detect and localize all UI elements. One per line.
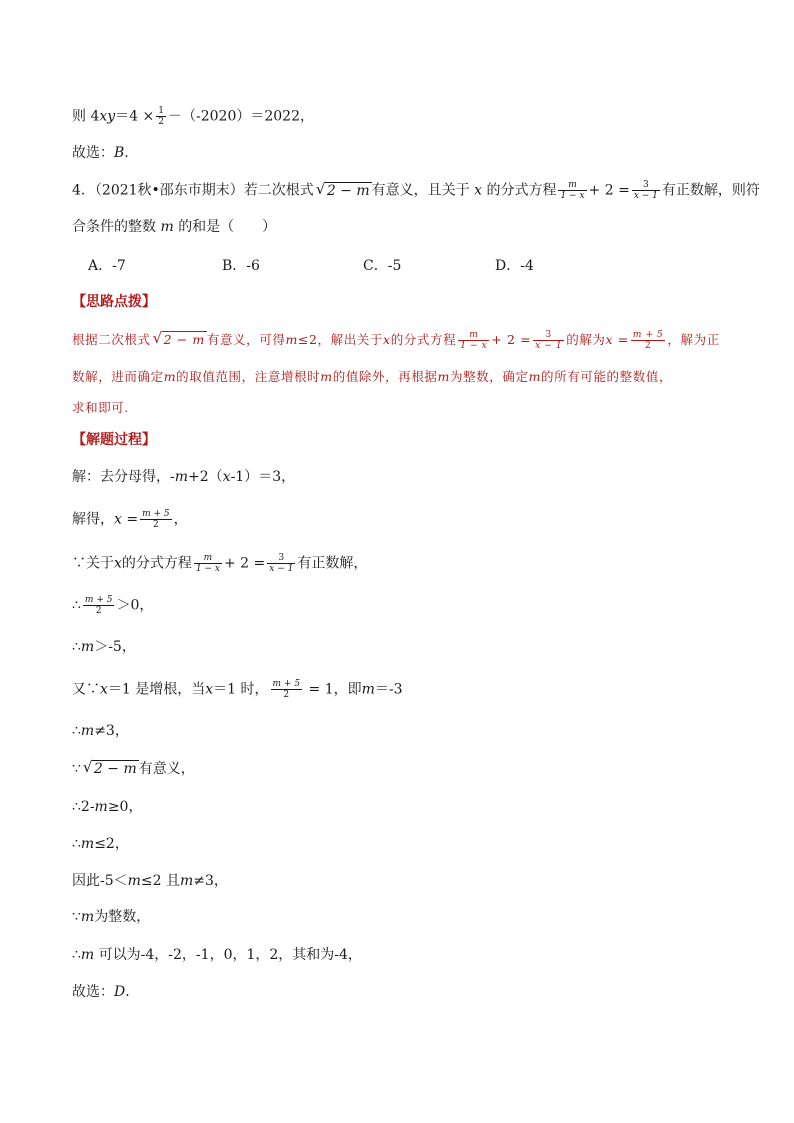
text: 的值除外，再根据 — [332, 369, 438, 384]
solution-step-7 — [72, 721, 734, 741]
radicand: 2 − m — [163, 332, 205, 347]
var: x — [114, 555, 122, 572]
text: 的和是（ ） — [178, 219, 277, 235]
denominator: 2 — [152, 520, 159, 530]
radicand: 2 − m — [326, 182, 370, 199]
text: . — [124, 145, 129, 161]
var: x — [205, 681, 214, 698]
text: 的分式方程 — [121, 555, 192, 572]
var: m — [80, 723, 95, 739]
option-c[interactable] — [363, 256, 401, 276]
sqrt-expression — [83, 759, 139, 779]
fraction — [271, 679, 303, 700]
denominator: 2 — [644, 341, 652, 351]
radical-sign: √ — [82, 758, 93, 776]
option-value: -7 — [112, 258, 126, 274]
option-label: C． — [363, 258, 388, 274]
solution-step-4 — [72, 595, 734, 616]
fraction — [267, 553, 295, 574]
denominator: x − 1 — [535, 341, 563, 351]
text: ≠3， — [94, 723, 129, 739]
text: ＝-3 — [374, 681, 403, 698]
numerator: m + 5 — [632, 330, 664, 340]
solution-answer — [72, 982, 734, 1002]
solution-step-5 — [72, 637, 734, 657]
sqrt-expression — [153, 330, 207, 350]
text: 有正数解，则符 — [661, 182, 760, 199]
text: ≥0， — [107, 799, 143, 815]
var: m — [174, 469, 189, 485]
option-d[interactable] — [495, 256, 534, 276]
solution-step-13 — [72, 945, 734, 965]
text: 的取值范围，注意增根时 — [176, 369, 321, 384]
var: x — [114, 511, 122, 528]
text: 因此-5＜ — [72, 873, 128, 889]
solution-step-10 — [72, 834, 734, 854]
prev-solution-line — [72, 106, 734, 127]
text: 则 4 — [72, 108, 100, 125]
fraction-half — [156, 106, 166, 127]
text: 的解为 — [566, 332, 606, 347]
var: x — [100, 681, 108, 698]
var: x — [383, 332, 391, 347]
question-4-line2 — [72, 217, 734, 237]
text: ∴2- — [72, 799, 95, 815]
text: 解：去分母得，- — [72, 469, 175, 485]
text: 的所有可能的整数值， — [541, 369, 673, 384]
text: ≤2， — [94, 836, 129, 852]
var: m — [94, 799, 108, 815]
var: x — [474, 182, 482, 199]
solution-step-6 — [72, 679, 734, 700]
text: ∵ — [72, 909, 81, 925]
hint-heading: 【思路点拨】 — [72, 294, 156, 310]
radical-sign: √ — [315, 179, 326, 198]
text: . — [125, 984, 130, 1000]
question-4-line1 — [72, 179, 760, 201]
text: ∵关于 — [72, 555, 114, 572]
text: = — [613, 332, 629, 347]
text: = 1，即 — [304, 681, 362, 698]
text: ∴ — [72, 597, 81, 614]
numerator: m + 5 — [272, 679, 301, 689]
solution-step-3 — [72, 553, 734, 574]
numerator: 1 — [158, 106, 164, 116]
fraction — [83, 595, 115, 616]
text: ∴ — [72, 947, 81, 963]
text: 根据二次根式 — [72, 332, 151, 347]
solution-step-1 — [72, 467, 734, 487]
numerator: m — [194, 553, 222, 564]
option-label: B． — [222, 258, 247, 274]
var: m — [80, 639, 95, 655]
solution-step-11 — [72, 871, 734, 891]
numerator: m — [458, 330, 489, 341]
option-b[interactable] — [222, 256, 260, 276]
text: 的分式方程 — [390, 332, 457, 347]
hint-line2 — [72, 367, 734, 387]
solution-step-8 — [72, 759, 734, 779]
text: ＞-5， — [94, 639, 136, 655]
question-number: 4． — [72, 182, 95, 199]
var: m — [361, 681, 375, 698]
text: 为整数，确定 — [449, 369, 529, 384]
fraction — [631, 330, 666, 351]
fraction — [533, 330, 564, 351]
var: m — [163, 369, 177, 384]
text: ∴ — [72, 639, 81, 655]
solution-step-9 — [72, 797, 734, 817]
fraction — [632, 180, 660, 201]
hint-line1 — [72, 330, 734, 351]
text: 有意义，且关于 — [371, 182, 470, 199]
option-value: -4 — [520, 258, 534, 274]
text: ＝1 是增根，当 — [107, 681, 206, 698]
denominator: x − 1 — [633, 191, 658, 201]
var: m — [180, 873, 194, 889]
text: ≤2，解出关于 — [297, 332, 384, 347]
text: ＞0， — [116, 597, 154, 614]
numerator: 3 — [533, 330, 564, 341]
var: m — [160, 219, 174, 235]
var: m — [127, 873, 141, 889]
text: －（-2020）＝2022， — [168, 108, 314, 125]
text: ∵ — [72, 761, 81, 777]
var: xy — [99, 108, 116, 125]
denominator: 1 − x — [560, 191, 585, 201]
fraction — [140, 509, 172, 530]
var: m — [80, 909, 95, 925]
text: -1）＝3， — [230, 469, 296, 485]
radical-sign: √ — [152, 329, 163, 347]
option-a[interactable] — [88, 256, 126, 276]
text: 数解，进而确定 — [72, 369, 164, 384]
text: 故选： — [72, 984, 114, 1000]
option-label: D． — [495, 258, 521, 274]
var: x — [222, 469, 231, 485]
var: m — [528, 369, 542, 384]
text: +2（ — [188, 469, 223, 485]
denominator: 2 — [95, 606, 102, 616]
sqrt-expression — [316, 181, 372, 201]
text: ≠3， — [193, 873, 228, 889]
text: ∴ — [72, 836, 81, 852]
numerator: 3 — [267, 553, 295, 564]
text: 有意义， — [138, 761, 195, 777]
text: ≤2 且 — [140, 873, 181, 889]
fraction — [458, 330, 489, 351]
fraction — [194, 553, 222, 574]
text: 解得， — [72, 511, 114, 528]
text: 的分式方程 — [486, 182, 557, 199]
solution-heading: 【解题过程】 — [72, 432, 156, 448]
text: 故选： — [72, 145, 114, 161]
text: 有意义，可得 — [206, 332, 286, 347]
option-value: -5 — [387, 258, 402, 274]
text: 合条件的整数 — [72, 219, 156, 235]
numerator: 3 — [632, 180, 660, 191]
var: m — [80, 836, 95, 852]
denominator: 2 — [158, 117, 164, 127]
var: m — [80, 947, 95, 963]
numerator: m — [558, 180, 586, 191]
text: 又∵ — [72, 681, 100, 698]
text: = — [121, 511, 139, 528]
text: ∴ — [72, 723, 81, 739]
numerator: m + 5 — [142, 509, 170, 519]
text: ， — [173, 511, 188, 528]
var: m — [320, 369, 333, 384]
option-label: A． — [88, 258, 113, 274]
numerator: m + 5 — [84, 595, 113, 605]
answer-letter: D — [114, 984, 126, 1000]
text: 为整数， — [94, 909, 151, 925]
radicand: 2 − m — [93, 761, 137, 777]
text: ＝1 时， — [213, 681, 269, 698]
solution-step-12 — [72, 907, 734, 927]
text: ，解为正 — [667, 332, 720, 347]
question-source: （2021秋•邵东市期末）若二次根式 — [94, 182, 314, 199]
fraction — [558, 180, 586, 201]
prev-answer-line — [72, 143, 734, 163]
text: ＝4 × — [115, 108, 155, 125]
var: x — [605, 332, 614, 347]
option-value: -6 — [246, 258, 260, 274]
text: + 2 = — [223, 555, 266, 572]
text: 可以为-4，-2，-1，0，1，2，其和为-4， — [94, 947, 362, 963]
text: + 2 = — [588, 182, 630, 199]
var: m — [285, 332, 298, 347]
answer-letter: B — [114, 145, 125, 161]
denominator: x − 1 — [269, 564, 294, 574]
denominator: 2 — [283, 690, 290, 700]
text: + 2 = — [491, 332, 532, 347]
text: 有正数解， — [297, 555, 368, 572]
hint-line3: 求和即可. — [72, 400, 129, 415]
denominator: 1 − x — [460, 341, 488, 351]
denominator: 1 − x — [195, 564, 220, 574]
solution-step-2 — [72, 509, 734, 530]
var: m — [437, 369, 450, 384]
